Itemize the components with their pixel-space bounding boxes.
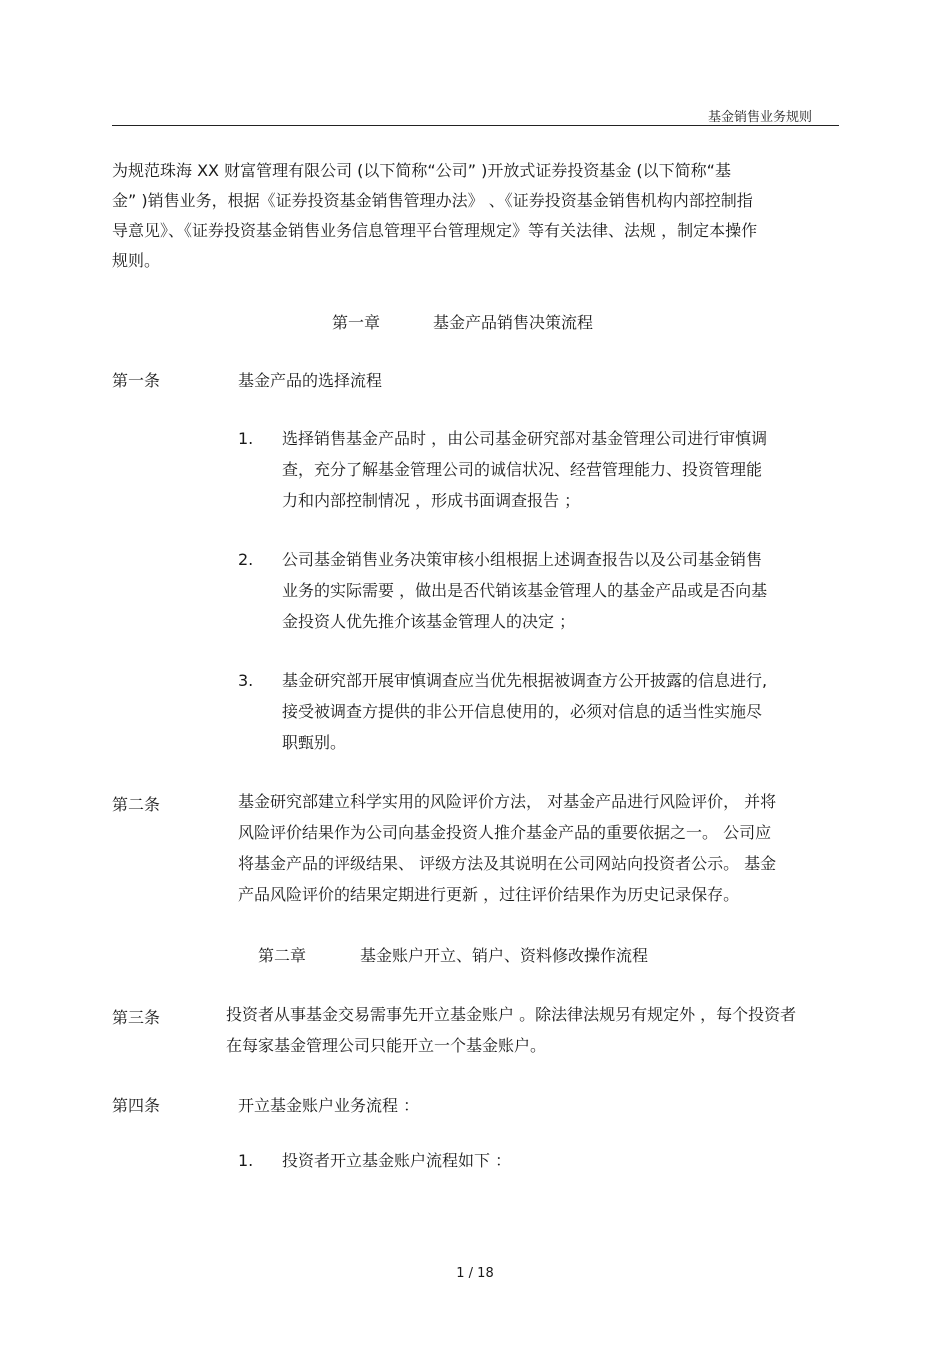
item-line: 金投资人优先推介该基金管理人的决定 ； bbox=[282, 612, 576, 631]
intro-line: 规则。 bbox=[112, 251, 161, 270]
chapter-1-label: 第一章 bbox=[332, 313, 381, 332]
item-number: 1. bbox=[238, 429, 254, 448]
article-2-line: 将基金产品的评级结果、 评级方法及其说明在公司网站向投资者公示。 基金 bbox=[238, 854, 777, 873]
item-line: 业务的实际需要 ，做出是否代销该基金管理人的基金产品或是否向基 bbox=[282, 581, 768, 600]
item-line: 力和内部控制情况 ，形成书面调查报告 ； bbox=[282, 491, 581, 510]
item-line: 接受被调查方提供的非公开信息使用的，必须对信息的适当性实施尽 bbox=[282, 702, 763, 721]
article-3-line: 在每家基金管理公司只能开立一个基金账户。 bbox=[226, 1036, 547, 1055]
intro-line: 为规范珠海 XX 财富管理有限公司 (以下简称“公司” )开放式证券投资基金 (以下简称“基 bbox=[112, 161, 731, 180]
item-line: 基金研究部开展审慎调查应当优先根据被调查方公开披露的信息进行, bbox=[282, 671, 768, 690]
article-2-label: 第二条 bbox=[112, 795, 161, 814]
item-line: 选择销售基金产品时 ，由公司基金研究部对基金管理公司进行审慎调 bbox=[282, 429, 768, 448]
intro-line: 金” )销售业务，根据《证券投资基金销售管理办法》 、《证券投资基金销售机构内部控制指 bbox=[112, 191, 753, 210]
item-line: 职甄别。 bbox=[282, 733, 347, 752]
intro-line: 导意见》、《证券投资基金销售业务信息管理平台管理规定》等有关法律、法规 ，制定本操作 bbox=[112, 221, 758, 240]
item-line: 投资者开立基金账户流程如下 ： bbox=[282, 1151, 512, 1170]
chapter-2-label: 第二章 bbox=[258, 946, 307, 965]
article-3-label: 第三条 bbox=[112, 1008, 161, 1027]
article-1-label: 第一条 bbox=[112, 371, 161, 390]
header-title: 基金销售业务规则 bbox=[707, 110, 812, 125]
article-2-line: 产品风险评价的结果定期进行更新 ，过往评价结果作为历史记录保存。 bbox=[238, 885, 740, 904]
item-line: 查，充分了解基金管理公司的诚信状况、经营管理能力、投资管理能 bbox=[282, 460, 763, 479]
article-4-title: 开立基金账户业务流程 ： bbox=[238, 1096, 420, 1115]
item-line: 公司基金销售业务决策审核小组根据上述调查报告以及公司基金销售 bbox=[282, 550, 763, 569]
chapter-1-title: 基金产品销售决策流程 bbox=[433, 313, 594, 332]
item-number: 3. bbox=[238, 671, 254, 690]
page-number: 1 / 18 bbox=[456, 1266, 494, 1281]
chapter-2-title: 基金账户开立、销户、资料修改操作流程 bbox=[360, 946, 649, 965]
article-3-line: 投资者从事基金交易需事先开立基金账户 。除法律法规另有规定外 ，每个投资者 bbox=[226, 1005, 797, 1024]
article-1-title: 基金产品的选择流程 bbox=[238, 371, 383, 390]
item-number: 1. bbox=[238, 1151, 254, 1170]
article-4-label: 第四条 bbox=[112, 1096, 161, 1115]
article-2-line: 基金研究部建立科学实用的风险评价方法， 对基金产品进行风险评价， 并将 bbox=[238, 792, 777, 811]
article-2-line: 风险评价结果作为公司向基金投资人推介基金产品的重要依据之一。 公司应 bbox=[238, 823, 772, 842]
item-number: 2. bbox=[238, 550, 254, 569]
header-divider bbox=[112, 125, 839, 126]
